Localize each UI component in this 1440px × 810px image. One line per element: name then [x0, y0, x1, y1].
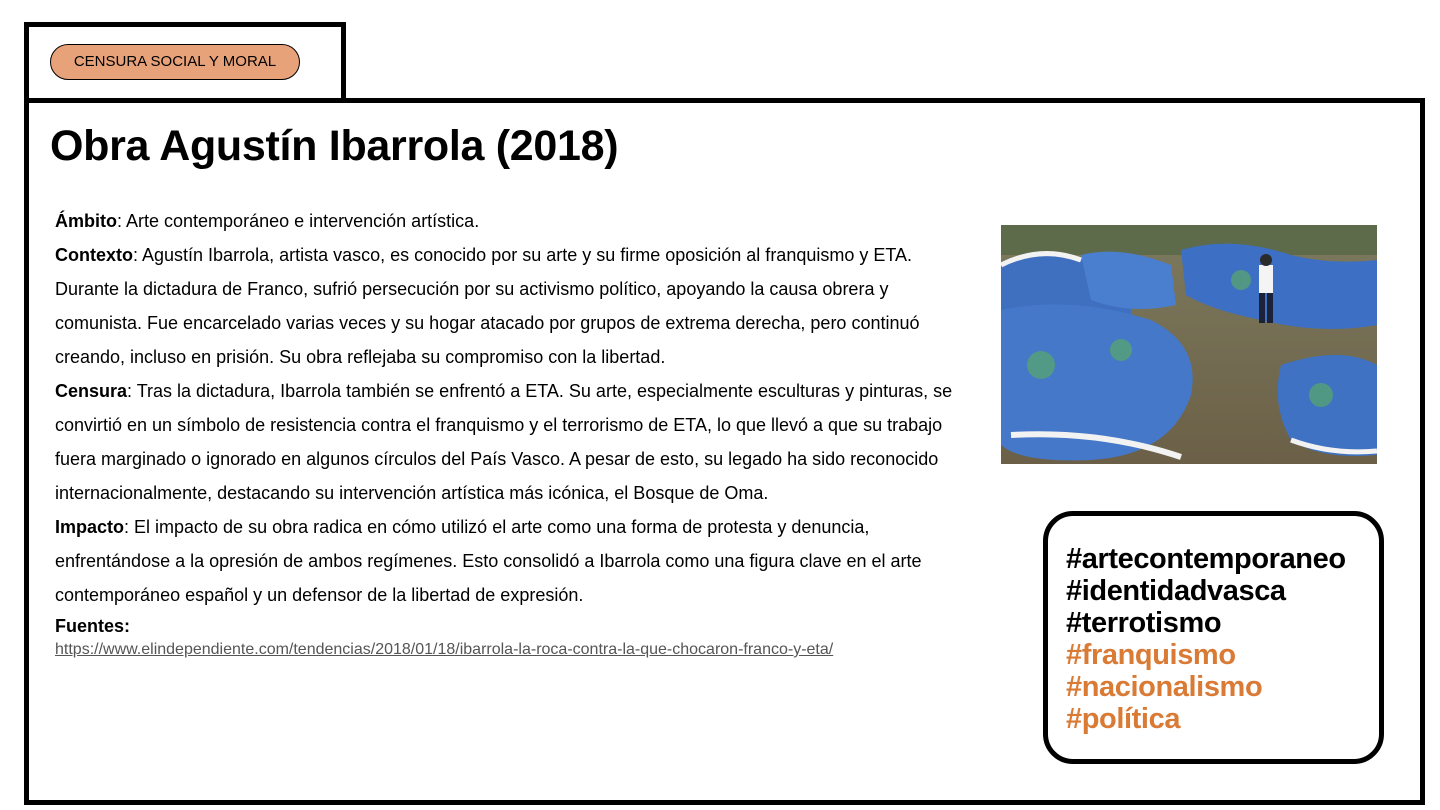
hashtag[interactable]: #identidadvasca	[1066, 575, 1286, 607]
hashtag[interactable]: #terrotismo	[1066, 607, 1222, 639]
hashtags-box	[1043, 511, 1384, 764]
section-text: : El impacto de su obra radica en cómo utilizó el arte como una forma de protesta y denuncia, enfrentándose a la opresión de ambos regímenes. Esto consolidó a Ibarrola como una figura clave en el arte contemporáneo español y un defensor de la libertad de expresión.	[55, 517, 922, 605]
section-ambito	[55, 204, 955, 238]
section-text: : Arte contemporáneo e intervención artística.	[117, 211, 480, 231]
section-label: Contexto	[55, 245, 133, 265]
section-text: : Agustín Ibarrola, artista vasco, es conocido por su arte y su firme oposición al franquismo y ETA. Durante la dictadura de Franco, sufrió persecución por su activismo político, apoyando la causa obrera y comunista. Fue encarcelado varias veces y su hogar atacado por grupos de extrema derecha, pero continuó creando, incluso en prisión. Su obra reflejaba su compromiso con la libertad.	[55, 245, 920, 367]
page-title: Obra Agustín Ibarrola (2018)	[50, 122, 619, 170]
section-label: Ámbito	[55, 211, 117, 231]
category-badge[interactable]: CENSURA SOCIAL Y MORAL	[50, 44, 300, 80]
hashtag[interactable]: #artecontemporaneo	[1066, 543, 1346, 575]
section-censura	[55, 374, 955, 510]
section-label: Censura	[55, 381, 128, 401]
hashtag-highlighted[interactable]: #franquismo	[1066, 639, 1236, 671]
sources-label: Fuentes:	[55, 616, 131, 636]
section-label: Impacto	[55, 517, 125, 537]
source-link[interactable]: https://www.elindependiente.com/tendencias/2018/01/18/ibarrola-la-roca-contra-la-que-chocaron-franco-y-eta/	[55, 641, 834, 658]
section-contexto	[55, 238, 955, 374]
section-impacto	[55, 510, 955, 612]
hashtag-highlighted[interactable]: #política	[1066, 703, 1181, 735]
section-text: : Tras la dictadura, Ibarrola también se enfrentó a ETA. Su arte, especialmente esculturas y pinturas, se convirtió en un símbolo de resistencia contra el franquismo y el terrorismo de ETA, lo que llevó a que su trabajo fuera marginado o ignorado en algunos círculos del País Vasco. A pesar de esto, su legado ha sido reconocido internacionalmente, destacando su intervención artística más icónica, el Bosque de Oma.	[55, 381, 953, 503]
photo-illustration	[1001, 225, 1377, 464]
body-text	[55, 204, 955, 660]
painted-rocks-photo	[1001, 225, 1377, 464]
hashtag-highlighted[interactable]: #nacionalismo	[1066, 671, 1263, 703]
